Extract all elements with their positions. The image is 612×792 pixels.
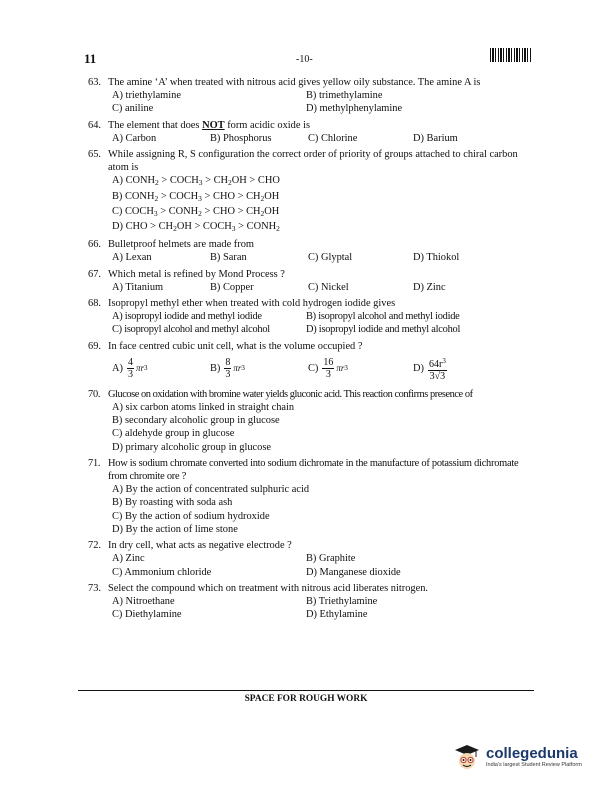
question-number: 67. <box>88 268 101 280</box>
page-counter: -10- <box>296 54 313 65</box>
option-a: A) Nitroethane <box>112 595 175 607</box>
question-73 <box>88 582 536 622</box>
option-c: C) isopropyl alcohol and methyl alcohol <box>112 324 270 336</box>
option-a: A) Titanium <box>112 281 164 293</box>
option-a: A) triethylamine <box>112 90 181 102</box>
question-text-part: form acidic oxide is <box>224 119 311 131</box>
page-number: 11 <box>84 51 97 66</box>
question-text: Which metal is refined by Mond Process ? <box>108 268 285 280</box>
question-70 <box>88 388 536 454</box>
option-c: C) aniline <box>112 103 154 115</box>
option-d: D) primary alcoholic group in glucose <box>112 441 271 453</box>
option-c: C) Chlorine <box>308 132 358 144</box>
option-a: A) By the action of concentrated sulphuric acid <box>112 484 310 496</box>
question-number: 64. <box>88 119 101 131</box>
question-72 <box>88 539 536 579</box>
question-66 <box>88 238 536 264</box>
option-b: B) Saran <box>210 252 247 264</box>
question-number: 68. <box>88 298 101 310</box>
question-text: The amine ‘A’ when treated with nitrous acid gives yellow oily substance. The amine A is <box>108 77 481 88</box>
option-b: B) Copper <box>210 281 254 293</box>
collegedunia-logo <box>452 742 582 772</box>
option-c: C) Ammonium chloride <box>112 566 212 578</box>
option-c: C) By the action of sodium hydroxide <box>112 510 270 522</box>
question-text: In dry cell, what acts as negative electrode ? <box>108 540 292 552</box>
option-d: D) isopropyl iodide and methyl alcohol <box>306 324 461 336</box>
option-b: B) $CONH_2$ > $COCH_3$ > CHO > $CH_2OH$ <box>112 190 280 203</box>
option-b: B) secondary alcoholic group in glucose <box>112 415 280 427</box>
question-text: In face centred cubic unit cell, what is the volume occupied ? <box>108 340 363 352</box>
option-c: C) Diethylamine <box>112 609 182 621</box>
option-d: D) Thiokol <box>413 252 460 264</box>
option-b: B) trimethylamine <box>306 90 383 102</box>
question-71 <box>88 457 536 536</box>
option-c: C) $\frac{16}{3}$ πr 3 <box>308 357 348 381</box>
option-b: B) By roasting with soda ash <box>112 497 233 509</box>
rough-work-label: SPACE FOR ROUGH WORK <box>244 694 368 704</box>
option-d: D) Barium <box>413 132 458 144</box>
option-d: D) methylphenylamine <box>306 103 403 115</box>
question-69 <box>88 340 536 385</box>
question-number: 71. <box>88 457 101 469</box>
question-text: Select the compound which on treatment with nitrous acid liberates nitrogen. <box>108 582 429 594</box>
question-68 <box>88 297 536 337</box>
graduate-mascot-icon <box>452 742 482 772</box>
question-number: 72. <box>88 540 101 552</box>
option-d: D) By the action of lime stone <box>112 523 238 535</box>
option-b: B) isopropyl alcohol and methyl iodide <box>306 311 460 323</box>
option-d: D) $\frac{64r^3}{3√3}$ <box>413 356 446 382</box>
option-b: B) Triethylamine <box>306 595 378 607</box>
option-c: C) $COCH_3$ > $CONH_2$ > CHO > $CH_2OH$ <box>112 205 280 218</box>
question-63 <box>88 76 536 116</box>
option-b: B) Phosphorus <box>210 132 272 144</box>
option-d: D) Ethylamine <box>306 609 368 621</box>
option-a: A) Lexan <box>112 252 152 264</box>
question-number: 73. <box>88 582 101 594</box>
question-text: Bulletproof helmets are made from <box>108 239 254 251</box>
question-list <box>88 76 536 624</box>
logo-tagline: India's largest Student Review Platform <box>486 761 582 768</box>
barcode-icon <box>490 48 532 62</box>
option-a: A) Carbon <box>112 132 157 144</box>
divider <box>78 690 534 691</box>
option-a: A) six carbon atoms linked in straight chain <box>112 402 295 414</box>
question-text: While assigning R, S configuration the correct order of priority of groups attached to chiral carbon atom is <box>108 149 518 174</box>
question-text: How is sodium chromate converted into sodium dichromate in the manufacture of potassium dichromate from chromite ore ? <box>108 457 519 483</box>
option-d: D) CHO > $CH_2OH$ > $COCH_3$ > $CONH_2$ <box>112 221 280 234</box>
option-d: D) Zinc <box>413 281 446 293</box>
option-b: B) $\frac{8}{3}$ πr 3 <box>210 357 245 381</box>
question-text <box>108 119 536 132</box>
option-a: A) Zinc <box>112 553 145 565</box>
option-d: D) Manganese dioxide <box>306 566 401 578</box>
question-67 <box>88 268 536 294</box>
question-number: 65. <box>88 149 101 161</box>
option-a: A) isopropyl iodide and methyl iodide <box>112 311 262 323</box>
question-65 <box>88 148 536 235</box>
option-c: C) aldehyde group in glucose <box>112 428 235 440</box>
question-number: 66. <box>88 239 101 251</box>
question-64 <box>88 119 536 145</box>
option-a: A) $\frac{4}{3}$ πr 3 <box>112 357 148 381</box>
question-number: 70. <box>88 388 101 400</box>
question-text: Glucose on oxidation with bromine water yields gluconic acid. This reaction confirms presence of <box>108 388 473 400</box>
question-number: 63. <box>88 77 101 88</box>
option-c: C) Glyptal <box>308 252 353 264</box>
option-c: C) Nickel <box>308 281 349 293</box>
logo-name: collegedunia <box>486 744 578 762</box>
option-b: B) Graphite <box>306 553 356 565</box>
question-text: Isopropyl methyl ether when treated with cold hydrogen iodide gives <box>108 298 396 310</box>
question-number: 69. <box>88 340 101 352</box>
emphasis-not: NOT <box>202 119 225 131</box>
question-text-part: The element that does <box>108 119 203 131</box>
option-a: A) $CONH_2$ > $COCH_3 > CH_2OH$ > CHO <box>112 175 280 188</box>
